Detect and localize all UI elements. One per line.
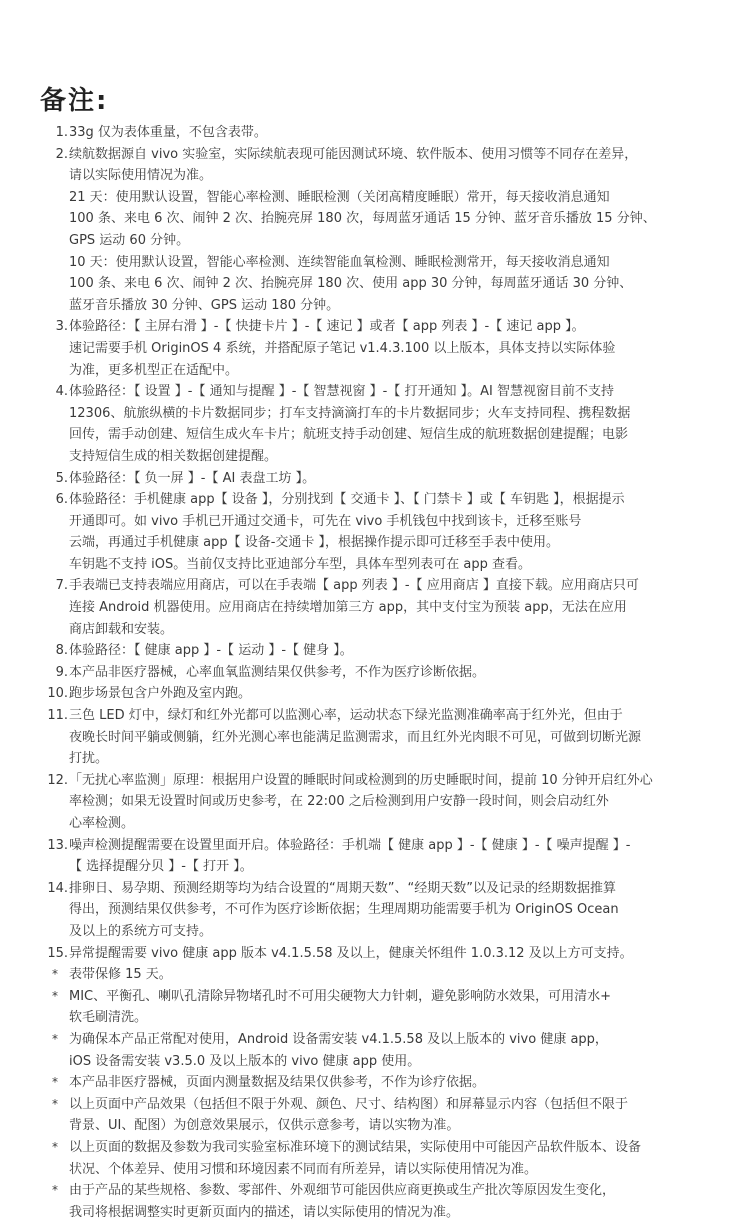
note-bullet: * <box>52 988 58 1003</box>
note-line: 车钥匙不支持 iOS。当前仅支持比亚迪部分车型，具体车型列表可在 app 查看。 <box>69 556 531 572</box>
note-line: 由于产品的某些规格、参数、零部件、外观细节可能因供应商更换或生产批次等原因发生变化， <box>69 1183 616 1199</box>
note-item <box>30 1072 720 1094</box>
note-number: 6. <box>55 492 68 508</box>
note-line: 表带保修 15 天。 <box>69 967 172 983</box>
note-text <box>69 943 720 965</box>
note-line: 蓝牙音乐播放 30 分钟、GPS 运动 180 分钟。 <box>69 297 340 313</box>
note-number: 2. <box>55 146 68 162</box>
note-text <box>69 381 720 467</box>
note-text <box>69 986 720 1029</box>
note-text <box>69 575 720 640</box>
note-line: 排卵日、易孕期、预测经期等均为结合设置的“周期天数”、“经期天数”以及记录的经期数据推算 <box>69 880 616 896</box>
note-bullet: * <box>52 1031 58 1046</box>
note-item <box>30 316 720 381</box>
note-text <box>69 770 720 835</box>
note-line: 12306、航旅纵横的卡片数据同步；打车支持滴滴打车的卡片数据同步；火车支持同程、携程数据 <box>69 405 631 421</box>
note-line: iOS 设备需安装 v3.5.0 及以上版本的 vivo 健康 app 使用。 <box>69 1053 421 1069</box>
note-text <box>69 1029 720 1072</box>
note-line: 云端，再通过手机健康 app【 设备-交通卡 】，根据操作提示即可迁移至手表中使用。 <box>69 535 560 551</box>
note-item <box>30 468 720 490</box>
note-line: 为确保本产品正常配对使用，Android 设备需安装 v4.1.5.58 及以上版本的 vivo 健康 app， <box>69 1031 608 1047</box>
note-line: 跑步场景包含户外跑及室内跑。 <box>69 686 252 702</box>
note-item <box>30 986 720 1029</box>
note-line: 率检测；如果无设置时间或历史参考，在 22:00 之后检测到用户安静一段时间，则会启动红外 <box>69 794 609 810</box>
note-line: 噪声检测提醒需要在设置里面开启。体验路径：手机端【 健康 app 】-【 健康 】-【 噪声提醒 】- <box>69 837 631 853</box>
note-line: 回传，需手动创建、短信生成火车卡片；航班支持手动创建、短信生成的航班数据创建提醒；电影 <box>69 427 629 443</box>
note-text <box>69 489 720 575</box>
note-line: 异常提醒需要 vivo 健康 app 版本 v4.1.5.58 及以上，健康关怀组件 1.0.3.12 及以上方可支持。 <box>69 945 633 961</box>
note-item <box>30 1029 720 1072</box>
note-text <box>69 662 720 684</box>
note-item <box>30 144 720 317</box>
note-line: 打扰。 <box>69 751 109 767</box>
note-line: 我司将根据调整实时更新页面内的描述，请以实际使用的情况为准。 <box>69 1204 460 1220</box>
note-text <box>69 122 720 144</box>
note-line: 体验路径：【 负一屏 】-【 AI 表盘工坊 】。 <box>69 470 316 486</box>
note-line: GPS 运动 60 分钟。 <box>69 232 190 248</box>
note-line: 心率检测。 <box>69 816 135 831</box>
note-line: 体验路径：手机健康 app【 设备 】，分别找到【 交通卡 】、【 门禁卡 】或【 车钥匙 】，根据提示 <box>69 492 625 508</box>
note-text <box>69 1072 720 1094</box>
note-item <box>30 878 720 943</box>
note-line: 体验路径：【 健康 app 】-【 运动 】-【 健身 】。 <box>69 643 353 659</box>
note-item <box>30 1180 720 1223</box>
note-number: 12. <box>47 772 68 788</box>
note-line: 以上页面的数据及参数为我司实验室标准环境下的测试结果，实际使用中可能因产品软件版本、设备 <box>69 1139 642 1155</box>
note-line: 33g 仅为表体重量，不包含表带。 <box>69 125 267 140</box>
note-line: 本产品非医疗器械，心率血氧监测结果仅供参考，不作为医疗诊断依据。 <box>69 664 486 680</box>
note-text <box>69 964 720 986</box>
note-number: 11. <box>47 708 68 724</box>
note-text <box>69 878 720 943</box>
note-text <box>69 1180 720 1223</box>
note-number: 13. <box>47 837 68 853</box>
note-line: 得出，预测结果仅供参考，不可作为医疗诊断依据；生理周期功能需要手机为 OriginOS Ocean <box>69 902 619 918</box>
note-item <box>30 575 720 640</box>
note-line: 商店卸载和安装。 <box>69 621 174 637</box>
note-text <box>69 1137 720 1180</box>
note-line: 21 天：使用默认设置，智能心率检测、睡眠检测（关闭高精度睡眠）常开，每天接收消息通知 <box>69 189 610 205</box>
note-line: 为准，更多机型正在适配中。 <box>69 362 239 378</box>
note-line: 体验路径：【 主屏右滑 】-【 快捷卡片 】-【 速记 】或者【 app 列表 】-【 速记 app 】。 <box>69 319 585 335</box>
note-number: 10. <box>47 686 68 702</box>
note-line: 支持短信生成的相关数据创建提醒。 <box>69 448 278 464</box>
note-text <box>69 640 720 662</box>
note-line: 夜晚长时间平躺或侧躺，红外光测心率也能满足监测需求，而且红外光肉眼不可见，可做到切断光源 <box>69 729 642 745</box>
note-number: 9. <box>55 664 68 680</box>
note-item <box>30 640 720 662</box>
note-number: 5. <box>55 470 68 486</box>
note-text <box>69 468 720 490</box>
note-bullet: * <box>52 1139 58 1154</box>
note-bullet: * <box>52 967 58 982</box>
note-text <box>69 144 720 317</box>
note-text <box>69 835 720 878</box>
note-item <box>30 1094 720 1137</box>
note-line: 手表端已支持表端应用商店，可以在手表端【 app 列表 】-【 应用商店 】直接下载。应用商店只可 <box>69 578 639 594</box>
note-line: 开通即可。如 vivo 手机已开通过交通卡，可先在 vivo 手机钱包中找到该卡，迁移至账号 <box>69 513 582 529</box>
note-line: 100 条、来电 6 次、闹钟 2 次、抬腕亮屏 180 次、使用 app 30 分钟，每周蓝牙通话 30 分钟、 <box>69 276 633 292</box>
note-number: 3. <box>55 319 68 335</box>
note-text <box>69 1094 720 1137</box>
note-line: 10 天：使用默认设置，智能心率检测、连续智能血氧检测、睡眠检测常开，每天接收消息通知 <box>69 254 610 270</box>
note-number: 8. <box>55 643 68 659</box>
note-line: 速记需要手机 OriginOS 4 系统，并搭配原子笔记 v1.4.3.100 以上版本，具体支持以实际体验 <box>69 340 616 356</box>
note-item <box>30 835 720 878</box>
note-item <box>30 662 720 684</box>
note-bullet: * <box>52 1096 58 1111</box>
note-item <box>30 964 720 986</box>
note-bullet: * <box>52 1075 58 1090</box>
note-number: 1. <box>55 125 68 140</box>
note-number: 15. <box>47 945 68 961</box>
note-item <box>30 489 720 575</box>
note-line: 连接 Android 机器使用。应用商店在持续增加第三方 app，其中支付宝为预装 app，无法在应用 <box>69 600 627 616</box>
note-line: 三色 LED 灯中，绿灯和红外光都可以监测心率，运动状态下绿光监测准确率高于红外光，但由于 <box>69 708 623 724</box>
note-line: 背景、UI、配图）为创意效果展示，仅供示意参考，请以实物为准。 <box>69 1118 460 1134</box>
note-item <box>30 705 720 770</box>
note-text <box>69 683 720 705</box>
note-line: MIC、平衡孔、喇叭孔清除异物堵孔时不可用尖硬物大力针刺，避免影响防水效果，可用清水+ <box>69 988 612 1004</box>
note-item <box>30 122 720 144</box>
note-line: 软毛刷清洗。 <box>69 1010 148 1026</box>
page-title: 备注: <box>40 86 109 116</box>
notes-list <box>30 122 720 1223</box>
note-text <box>69 705 720 770</box>
note-item <box>30 1137 720 1180</box>
note-line: 100 条、来电 6 次、闹钟 2 次、抬腕亮屏 180 次，每周蓝牙通话 15 分钟、蓝牙音乐播放 15 分钟、 <box>69 211 656 227</box>
note-item <box>30 943 720 965</box>
note-line: 续航数据源自 vivo 实验室，实际续航表现可能因测试环境、软件版本、使用习惯等不同存在差异， <box>69 146 638 162</box>
note-text <box>69 316 720 381</box>
note-line: 体验路径：【 设置 】-【 通知与提醒 】-【 智慧视窗 】-【 打开通知 】。AI 智慧视窗目前不支持 <box>69 384 614 400</box>
note-line: 以上页面中产品效果（包括但不限于外观、颜色、尺寸、结构图）和屏幕显示内容（包括但不限于 <box>69 1096 629 1112</box>
note-line: 及以上的系统方可支持。 <box>69 923 213 939</box>
note-number: 7. <box>55 578 68 594</box>
note-line: 【 选择提醒分贝 】-【 打开 】。 <box>69 859 253 875</box>
note-item <box>30 381 720 467</box>
note-number: 4. <box>55 384 68 400</box>
note-item <box>30 683 720 705</box>
note-number: 14. <box>47 880 68 896</box>
note-line: 请以实际使用情况为准。 <box>69 168 213 184</box>
note-line: 状况、个体差异、使用习惯和环境因素不同而有所差异，请以实际使用情况为准。 <box>69 1161 538 1177</box>
note-line: 本产品非医疗器械，页面内测量数据及结果仅供参考，不作为诊疗依据。 <box>69 1075 486 1091</box>
note-bullet: * <box>52 1183 58 1198</box>
note-line: 「无扰心率监测」原理：根据用户设置的睡眠时间或检测到的历史睡眠时间，提前 10 分钟开启红外心 <box>69 772 653 788</box>
note-item <box>30 770 720 835</box>
